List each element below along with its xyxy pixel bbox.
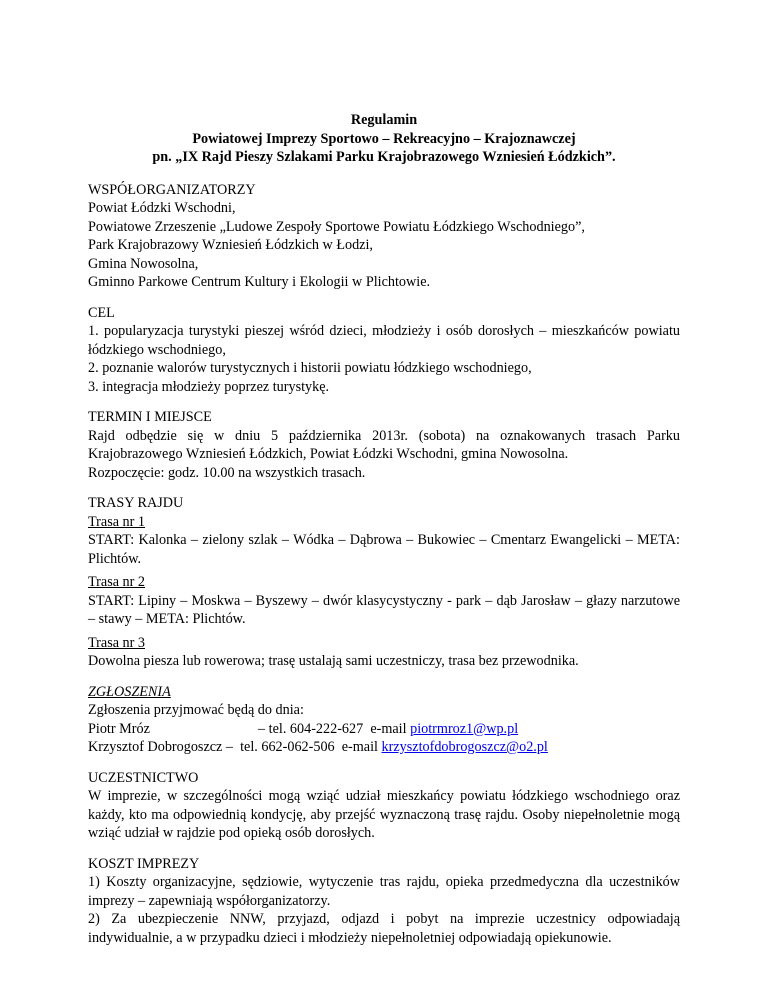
- cost-item-1: 1) Koszty organizacyjne, sędziowie, wytyczenie tras rajdu, opieka przedmedyczna dla uczestników imprezy – zapewniają współorganizatorzy.: [88, 874, 680, 909]
- organizers-heading: WSPÓŁORGANIZATORZY: [88, 181, 256, 198]
- title-line-2: Powiatowej Imprezy Sportowo – Rekreacyjno – Krajoznawczej: [192, 130, 576, 147]
- route-item: [88, 634, 680, 671]
- contact-separator: –: [258, 720, 266, 737]
- cost-heading: KOSZT IMPREZY: [88, 855, 200, 872]
- organizer-item: Gminno Parkowe Centrum Kultury i Ekologii w Plichtowie.: [88, 274, 431, 290]
- organizer-item: Powiat Łódzki Wschodni,: [88, 200, 236, 216]
- route-description: START: Lipiny – Moskwa – Byszewy – dwór klasycystyczny - park – dąb Jarosław – głazy narzutowe – stawy – META: Plichtów.: [88, 592, 680, 627]
- goal-section: [88, 304, 680, 397]
- time-place-text: Rajd odbędzie się w dniu 5 października 2013r. (sobota) na oznakowanych trasach Parku Krajobrazowego Wzniesień Łódzkich, Powiat Łódzki Wschodni, gmina Nowosolna.: [88, 427, 680, 462]
- contact-row: [88, 720, 680, 739]
- route-item: [88, 573, 680, 629]
- contact-name: Krzysztof Dobrogoszcz: [88, 739, 223, 755]
- cost-item-2: 2) Za ubezpieczenie NNW, przyjazd, odjazd i pobyt na imprezie uczestnicy odpowiadają indywidualnie, a w przypadku dzieci i młodzieży niepełnoletniej odpowiadają opiekunowie.: [88, 911, 680, 946]
- registration-heading: ZGŁOSZENIA: [88, 683, 171, 700]
- organizer-item: Park Krajobrazowy Wzniesień Łódzkich w Łodzi,: [88, 237, 373, 253]
- goal-item-3: 3. integracja młodzieży poprzez turystykę.: [88, 378, 330, 395]
- organizers-section: [88, 181, 680, 292]
- route-description: Dowolna piesza lub rowerowa; trasę ustalają sami uczestniczy, trasa bez przewodnika.: [88, 653, 579, 669]
- contact-email-link[interactable]: piotrmroz1@wp.pl: [410, 720, 519, 737]
- goal-item-1: 1. popularyzacja turystyki pieszej wśród dzieci, młodzieży i osób dorosłych – mieszkańców powiatu łódzkiego wschodniego,: [88, 323, 680, 358]
- time-place-heading: TERMIN I MIEJSCE: [88, 409, 212, 425]
- registration-intro: Zgłoszenia przyjmować będą do dnia:: [88, 702, 304, 718]
- registration-section: [88, 683, 680, 757]
- contact-email-label: e-mail: [370, 720, 407, 737]
- contact-email-label: e-mail: [341, 739, 378, 755]
- goal-item-2: 2. poznanie walorów turystycznych i historii powiatu łódzkiego wschodniego,: [88, 360, 532, 376]
- route-label: Trasa nr 3: [88, 634, 146, 651]
- contact-email-link[interactable]: krzysztofdobrogoszcz@o2.pl: [381, 739, 548, 755]
- route-item: [88, 513, 680, 569]
- route-description: START: Kalonka – zielony szlak – Wódka – Dąbrowa – Bukowiec – Cmentarz Ewangelicki – META: Plichtów.: [88, 532, 680, 567]
- routes-heading: TRASY RAJDU: [88, 495, 184, 511]
- start-time: Rozpoczęcie: godz. 10.00 na wszystkich trasach.: [88, 464, 366, 481]
- route-label: Trasa nr 1: [88, 513, 146, 530]
- document-title: [88, 111, 680, 167]
- time-place-section: [88, 408, 680, 482]
- cost-section: [88, 855, 680, 948]
- participation-section: [88, 769, 680, 843]
- contact-phone: tel. 604-222-627: [268, 720, 364, 737]
- participation-text: W imprezie, w szczególności mogą wziąć udział mieszkańcy powiatu łódzkiego wschodniego oraz każdy, kto ma odpowiednią kondycję, aby przejść wyznaczoną trasę rajdu. Osoby niepełnoletnie mogą wziąć udział w rajdzie pod opieką osób dorosłych.: [88, 788, 680, 841]
- route-label: Trasa nr 2: [88, 574, 146, 590]
- title-line-1: Regulamin: [350, 112, 418, 128]
- participation-heading: UCZESTNICTWO: [88, 769, 199, 786]
- title-line-3: pn. „IX Rajd Pieszy Szlakami Parku Krajobrazowego Wzniesień Łódzkich”.: [152, 149, 616, 165]
- goal-heading: CEL: [88, 304, 115, 321]
- organizer-item: Gmina Nowosolna,: [88, 255, 199, 272]
- document-page: [88, 0, 680, 947]
- contact-separator: –: [225, 739, 233, 755]
- contact-name: Piotr Mróz: [88, 720, 150, 737]
- organizer-item: Powiatowe Zrzeszenie „Ludowe Zespoły Sportowe Powiatu Łódzkiego Wschodniego”,: [88, 218, 585, 235]
- contact-row: [88, 738, 680, 757]
- contact-phone: tel. 662-062-506: [240, 739, 335, 755]
- routes-section: [88, 494, 680, 671]
